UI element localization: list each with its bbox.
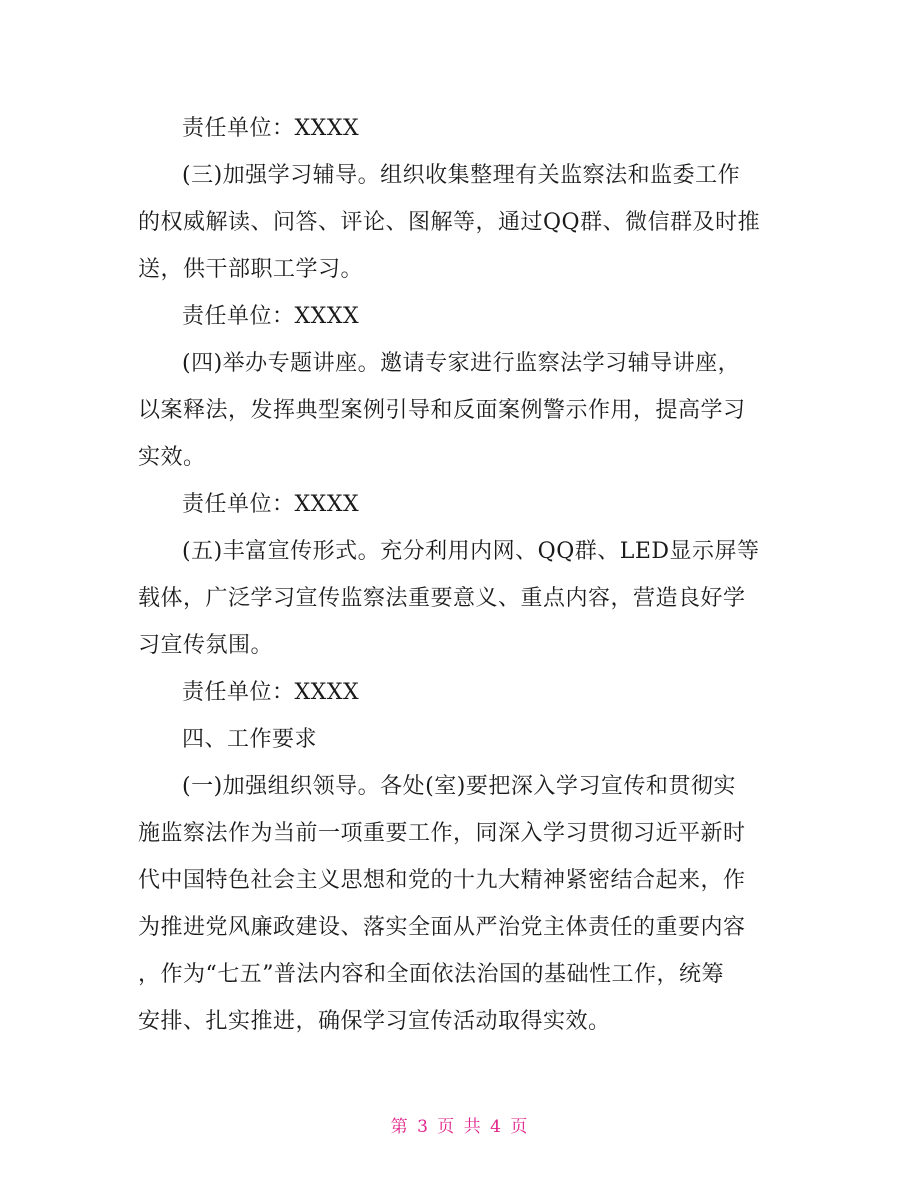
responsible-unit-line: 责任单位：XXXX bbox=[182, 304, 360, 329]
paragraph-line: (一)加强组织领导。各处(室)要把深入学习宣传和贯彻实 bbox=[182, 774, 736, 799]
paragraph-line: 安排、扎实推进，确保学习宣传活动取得实效。 bbox=[138, 1009, 611, 1034]
paragraph-line: 载体，广泛学习宣传监察法重要意义、重点内容，营造良好学 bbox=[138, 586, 746, 611]
responsible-unit-line: 责任单位：XXXX bbox=[182, 116, 360, 141]
document-body bbox=[138, 105, 788, 1045]
paragraph-line: ，作为“七五”普法内容和全面依法治国的基础性工作，统筹 bbox=[138, 962, 724, 987]
paragraph-line: 为推进党风廉政建设、落实全面从严治党主体责任的重要内容 bbox=[138, 915, 746, 940]
paragraph-line: 代中国特色社会主义思想和党的十九大精神紧密结合起来，作 bbox=[138, 868, 746, 893]
paragraph-line: 实效。 bbox=[138, 445, 206, 470]
paragraph-line: 送，供干部职工学习。 bbox=[138, 257, 364, 282]
paragraph-line: 的权威解读、问答、评论、图解等，通过QQ群、微信群及时推 bbox=[138, 210, 761, 235]
page-number-footer: 第 3 页 共 4 页 bbox=[390, 1117, 530, 1137]
paragraph-line: (四)举办专题讲座。邀请专家进行监察法学习辅导讲座， bbox=[182, 351, 741, 376]
responsible-unit-line: 责任单位：XXXX bbox=[182, 492, 360, 517]
paragraph-line: 以案释法，发挥典型案例引导和反面案例警示作用，提高学习 bbox=[138, 398, 746, 423]
responsible-unit-line: 责任单位：XXXX bbox=[182, 680, 360, 705]
paragraph-line: (五)丰富宣传形式。充分利用内网、QQ群、LED显示屏等 bbox=[182, 539, 760, 564]
paragraph-line: 施监察法作为当前一项重要工作，同深入学习贯彻习近平新时 bbox=[138, 821, 746, 846]
paragraph-line: (三)加强学习辅导。组织收集整理有关监察法和监委工作 bbox=[182, 163, 741, 188]
section-heading: 四、工作要求 bbox=[182, 727, 318, 752]
paragraph-line: 习宣传氛围。 bbox=[138, 633, 274, 658]
